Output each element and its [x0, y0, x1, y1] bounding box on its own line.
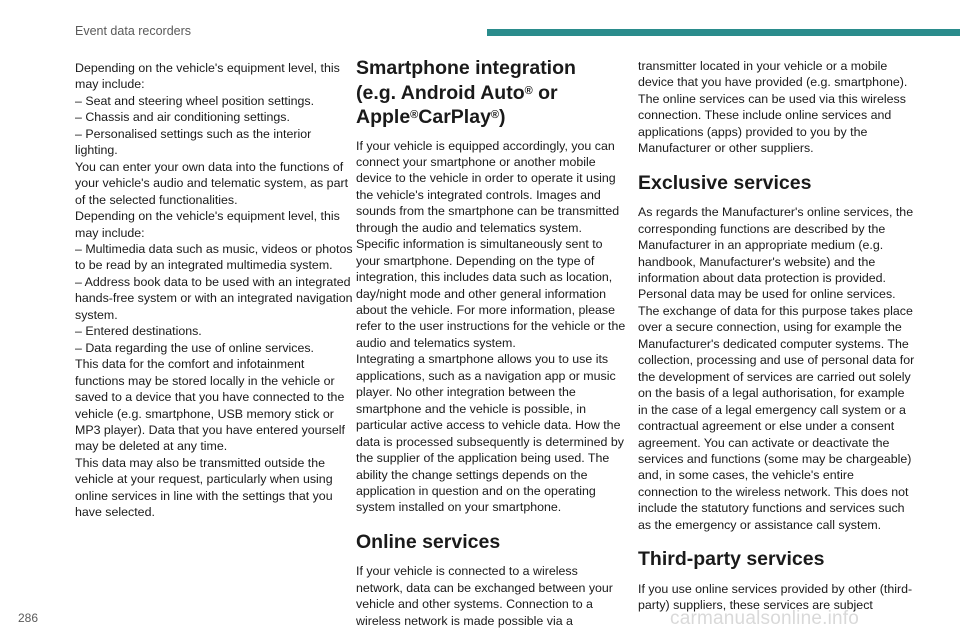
list-item: – Data regarding the use of online services. [75, 340, 315, 355]
page-number: 286 [18, 611, 39, 625]
list-item: – Personalised settings such as the interior lighting. [75, 126, 312, 158]
paragraph: This data for the comfort and infotainment functions may be stored locally in the vehicle or saved to a device that you have connected to the vehicle (e.g. smartphone, USB memory stick or MP3 player). Data that you have entered yourself may be deleted at any time. [75, 357, 345, 454]
smartphone-integration-heading [356, 56, 626, 130]
registered-mark: ® [524, 84, 533, 97]
paragraph: Integrating a smartphone allows you to use its applications, such as a navigation app or music player. No other integration between the smartphone and the vehicle is possible, in particular active access to vehicle data. How the data is processed subsequently is determined by the supplier of the application being used. The ability the change settings depends on the application in question and on the operating system installed on your smartphone. [356, 352, 624, 515]
left-column [75, 60, 353, 521]
heading-line: CarPlay [418, 106, 491, 128]
exclusive-services-heading: Exclusive services [638, 171, 812, 194]
registered-mark: ® [410, 109, 419, 121]
paragraph: If you use online services provided by other (third-party) suppliers, these services are subject [638, 581, 913, 613]
paragraph: This data may also be transmitted outside the vehicle at your request, particularly when using online services in line with the settings that you have selected. [75, 455, 333, 520]
list-item: – Multimedia data such as music, videos or photos to be read by an integrated multimedia system. [75, 241, 353, 273]
heading-line: ) [499, 106, 506, 128]
heading-line: Smartphone integration [356, 57, 576, 79]
paragraph: You can enter your own data into the functions of your vehicle's audio and telematic system, as part of the selected functionalities. [75, 159, 349, 207]
third-party-services-heading: Third-party services [638, 548, 825, 571]
heading-line: or [532, 81, 558, 104]
paragraph: If your vehicle is equipped accordingly, you can connect your smartphone or another mobile device to the vehicle in order to operate it using the vehicle's integrated controls. Images and sounds from the smartphone can be transmitted through the audio and telematics system. Specific information is simultaneously sent to your smartphone. Depending on the type of integration, this includes data such as location, day/night mode and other general information about the vehicle. For more information, please refer to the user instructions for the vehicle or the audio and telematics system. [356, 138, 626, 350]
registered-mark: ® [490, 109, 500, 121]
watermark-text: carmanualsonline.info [670, 608, 860, 629]
list-item: – Entered destinations. [75, 324, 202, 339]
paragraph: Depending on the vehicle's equipment level, this may include: [75, 61, 340, 92]
list-item: – Address book data to be used with an integrated hands-free system or with an integrated navigation system. [75, 274, 353, 322]
paragraph: If your vehicle is connected to a wireless network, data can be exchanged between your vehicle and other systems. Connection to a wireless network is made possible via a [356, 564, 613, 628]
paragraph: Depending on the vehicle's equipment level, this may include: [75, 209, 340, 240]
right-column [638, 58, 916, 614]
list-item: – Chassis and air conditioning settings. [75, 110, 290, 125]
heading-line: Apple [356, 106, 411, 128]
list-item: – Seat and steering wheel position settings. [75, 93, 315, 108]
page-header-title: Event data recorders [75, 24, 192, 38]
paragraph: As regards the Manufacturer's online services, the corresponding functions are described by the Manufacturer in an appropriate medium (e.g. handbook, Manufacturer's website) and the information about data protection is provided. Personal data may be used for online services. The exchange of data for this purpose takes place over a secure connection, using for example the Manufacturer's dedicated computer systems. The collection, processing and use of personal data for the development of services are carried out solely on the basis of a legal authorisation, for example in the case of a legal emergency call system or a contractual agreement or else under a consent agreement. You can activate or deactivate the services and functions (some may be chargeable) and, in some cases, the vehicle's entire connection to the wireless network. This does not include the statutory functions and services such as the emergency or assistance call system. [638, 205, 915, 532]
paragraph: transmitter located in your vehicle or a mobile device that you have provided (e.g. smartphone). The online services can be used via this wireless connection. These include online services and applications (apps) provided to you by the Manufacturer or other suppliers. [638, 59, 908, 156]
middle-column [356, 56, 626, 629]
header-accent-bar [487, 29, 960, 36]
heading-line: (e.g. Android Auto [356, 81, 525, 104]
online-services-heading: Online services [356, 530, 501, 553]
